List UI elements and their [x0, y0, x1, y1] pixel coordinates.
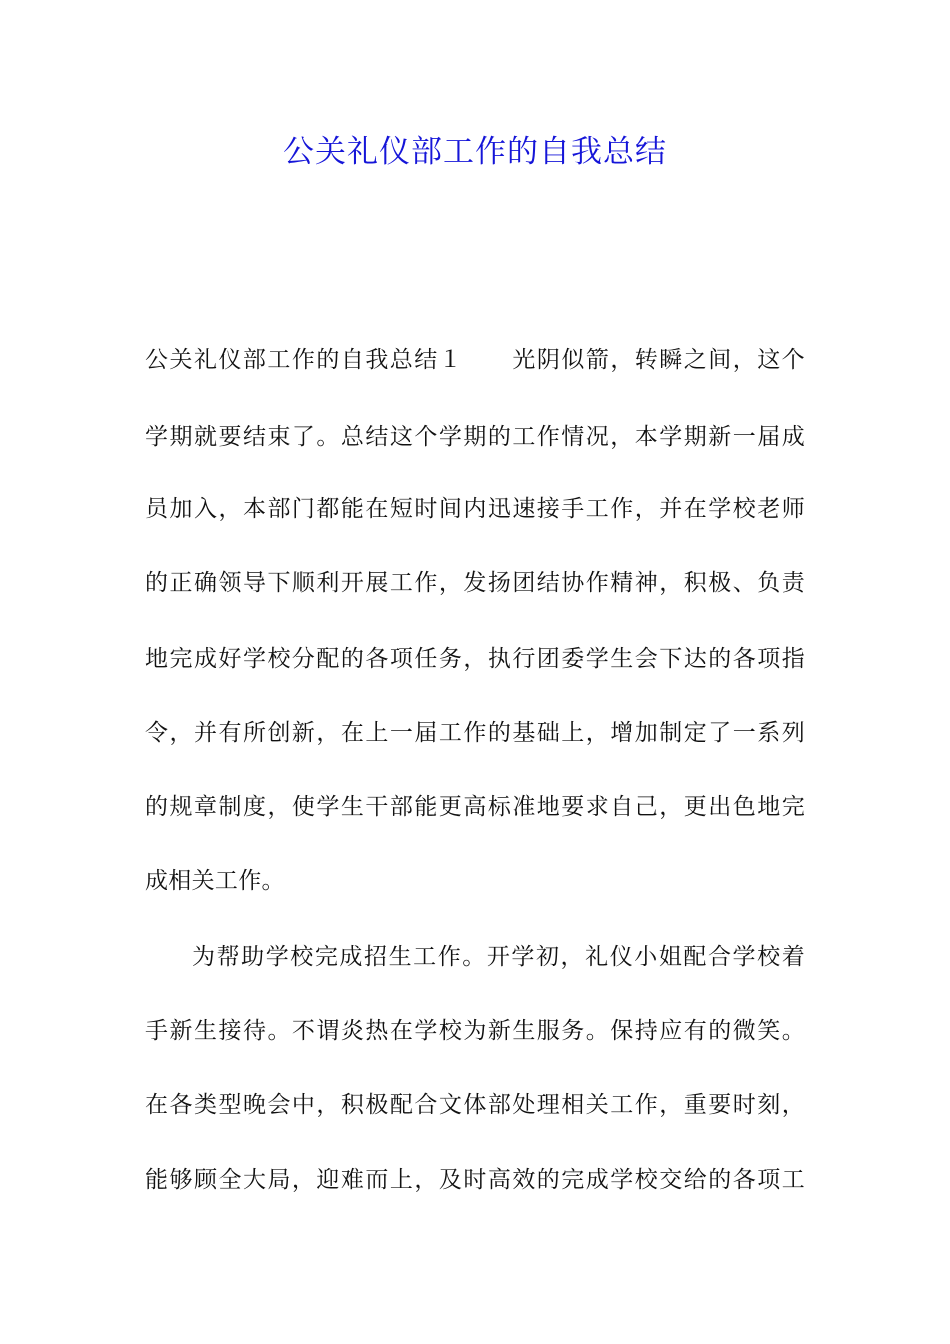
paragraph-line: 地完成好学校分配的各项任务，执行团委学生会下达的各项指	[145, 646, 805, 672]
paragraph-line: 手新生接待。不谓炎热在学校为新生服务。保持应有的微笑。	[145, 1018, 805, 1044]
paragraph-line: 的规章制度，使学生干部能更高标准地要求自己，更出色地完	[145, 794, 805, 820]
paragraph-line: 的正确领导下顺利开展工作，发扬团结协作精神，积极、负责	[145, 570, 805, 596]
paragraph-line: 能够顾全大局，迎难而上，及时高效的完成学校交给的各项工	[145, 1167, 805, 1193]
paragraph-line	[145, 340, 805, 380]
paragraph-line: 学期就要结束了。总结这个学期的工作情况，本学期新一届成	[145, 424, 805, 450]
paragraph-line: 员加入，本部门都能在短时间内迅速接手工作，并在学校老师	[145, 496, 805, 522]
document-title: 公关礼仪部工作的自我总结	[283, 134, 667, 170]
paragraph-line: 令，并有所创新，在上一届工作的基础上，增加制定了一系列	[145, 720, 805, 746]
paragraph-line: 成相关工作。	[145, 868, 285, 894]
paragraph-line: 在各类型晚会中，积极配合文体部处理相关工作，重要时刻，	[145, 1092, 805, 1118]
paragraph-line: 为帮助学校完成招生工作。开学初，礼仪小姐配合学校着	[192, 944, 805, 970]
paragraph-text: 光阴似箭，转瞬之间，这个	[511, 347, 805, 373]
heading-inline: 公关礼仪部工作的自我总结１	[145, 347, 464, 373]
